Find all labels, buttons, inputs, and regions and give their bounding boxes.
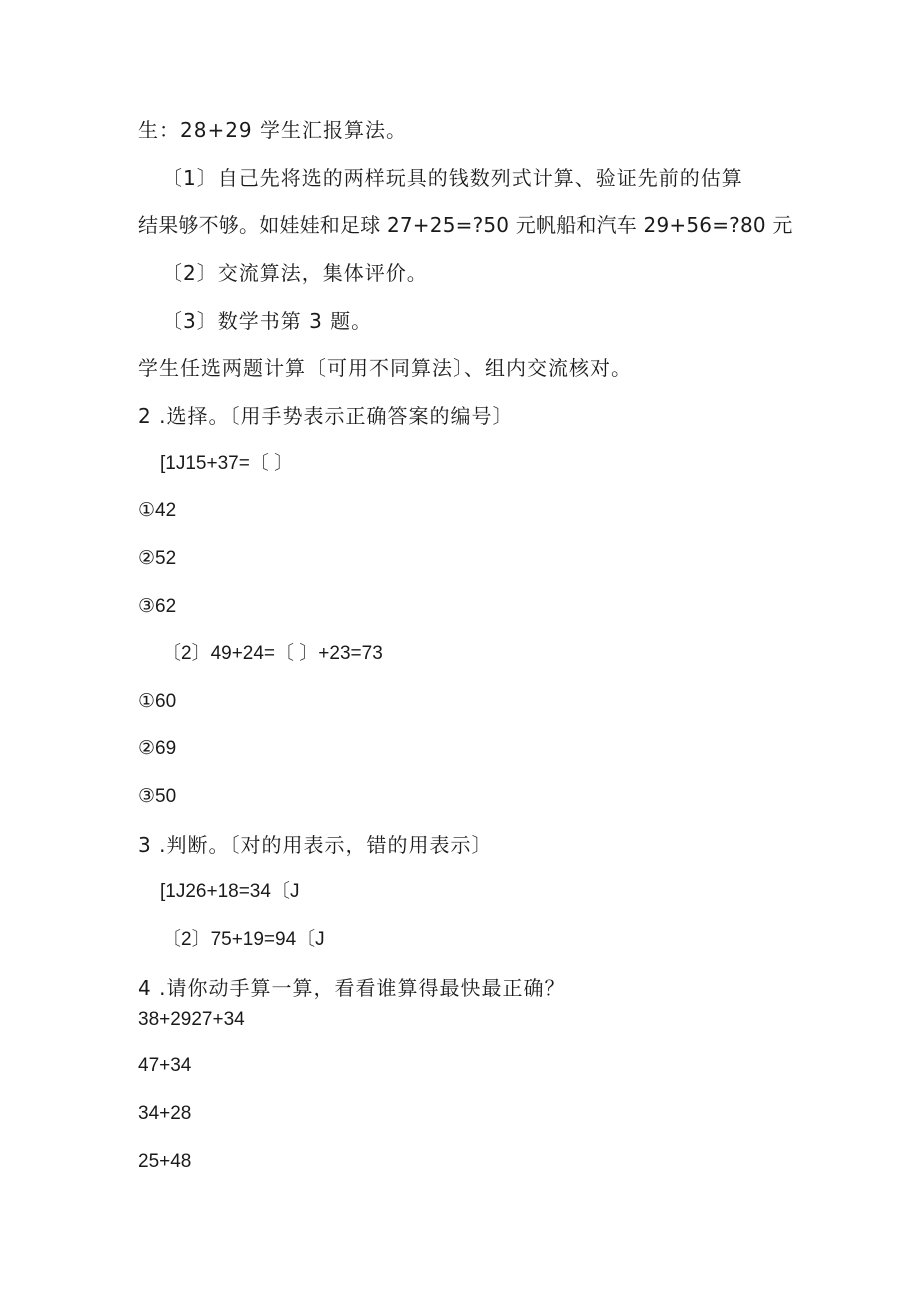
option-line-4: ①60 [138,691,177,712]
text-line-17: [1J26+18=34〔J [160,881,300,902]
text-line-16: 3 .判断。〔对的用表示，错的用表示〕 [138,833,493,857]
text-line-18: 〔2〕75+19=94〔J [162,929,325,950]
text-line-12: 〔2〕49+24=〔 〕+23=73 [162,643,383,664]
calc-line-2: 47+34 [138,1055,192,1076]
text-line-4: 〔2〕交流算法，集体评价。 [162,261,428,285]
option-line-6: ③50 [138,786,177,807]
text-line-1: 生：28+29 学生汇报算法。 [138,118,408,142]
text-line-7: 2 .选择。〔用手势表示正确答案的编号〕 [138,404,514,428]
option-line-2: ②52 [138,548,177,569]
text-line-3: 结果够不够。如娃娃和足球 27+25=?50 元帆船和汽车 29+56=?80 元 [138,213,793,237]
text-line-19: 4 .请你动手算一算，看看谁算得最快最正确？ [138,976,566,1000]
text-line-2: 〔1〕自己先将选的两样玩具的钱数列式计算、验证先前的估算 [162,166,743,190]
text-line-6: 学生任选两题计算〔可用不同算法〕、组内交流核对。 [138,356,632,380]
text-line-5: 〔3〕数学书第 3 题。 [162,309,373,333]
text-line-8: [1J15+37=〔 〕 [160,453,294,474]
option-line-5: ②69 [138,738,177,759]
option-line-3: ③62 [138,596,177,617]
calc-line-4: 25+48 [138,1151,192,1172]
calc-line-1: 38+2927+34 [138,1009,245,1030]
calc-line-3: 34+28 [138,1103,192,1124]
option-line-1: ①42 [138,500,177,521]
